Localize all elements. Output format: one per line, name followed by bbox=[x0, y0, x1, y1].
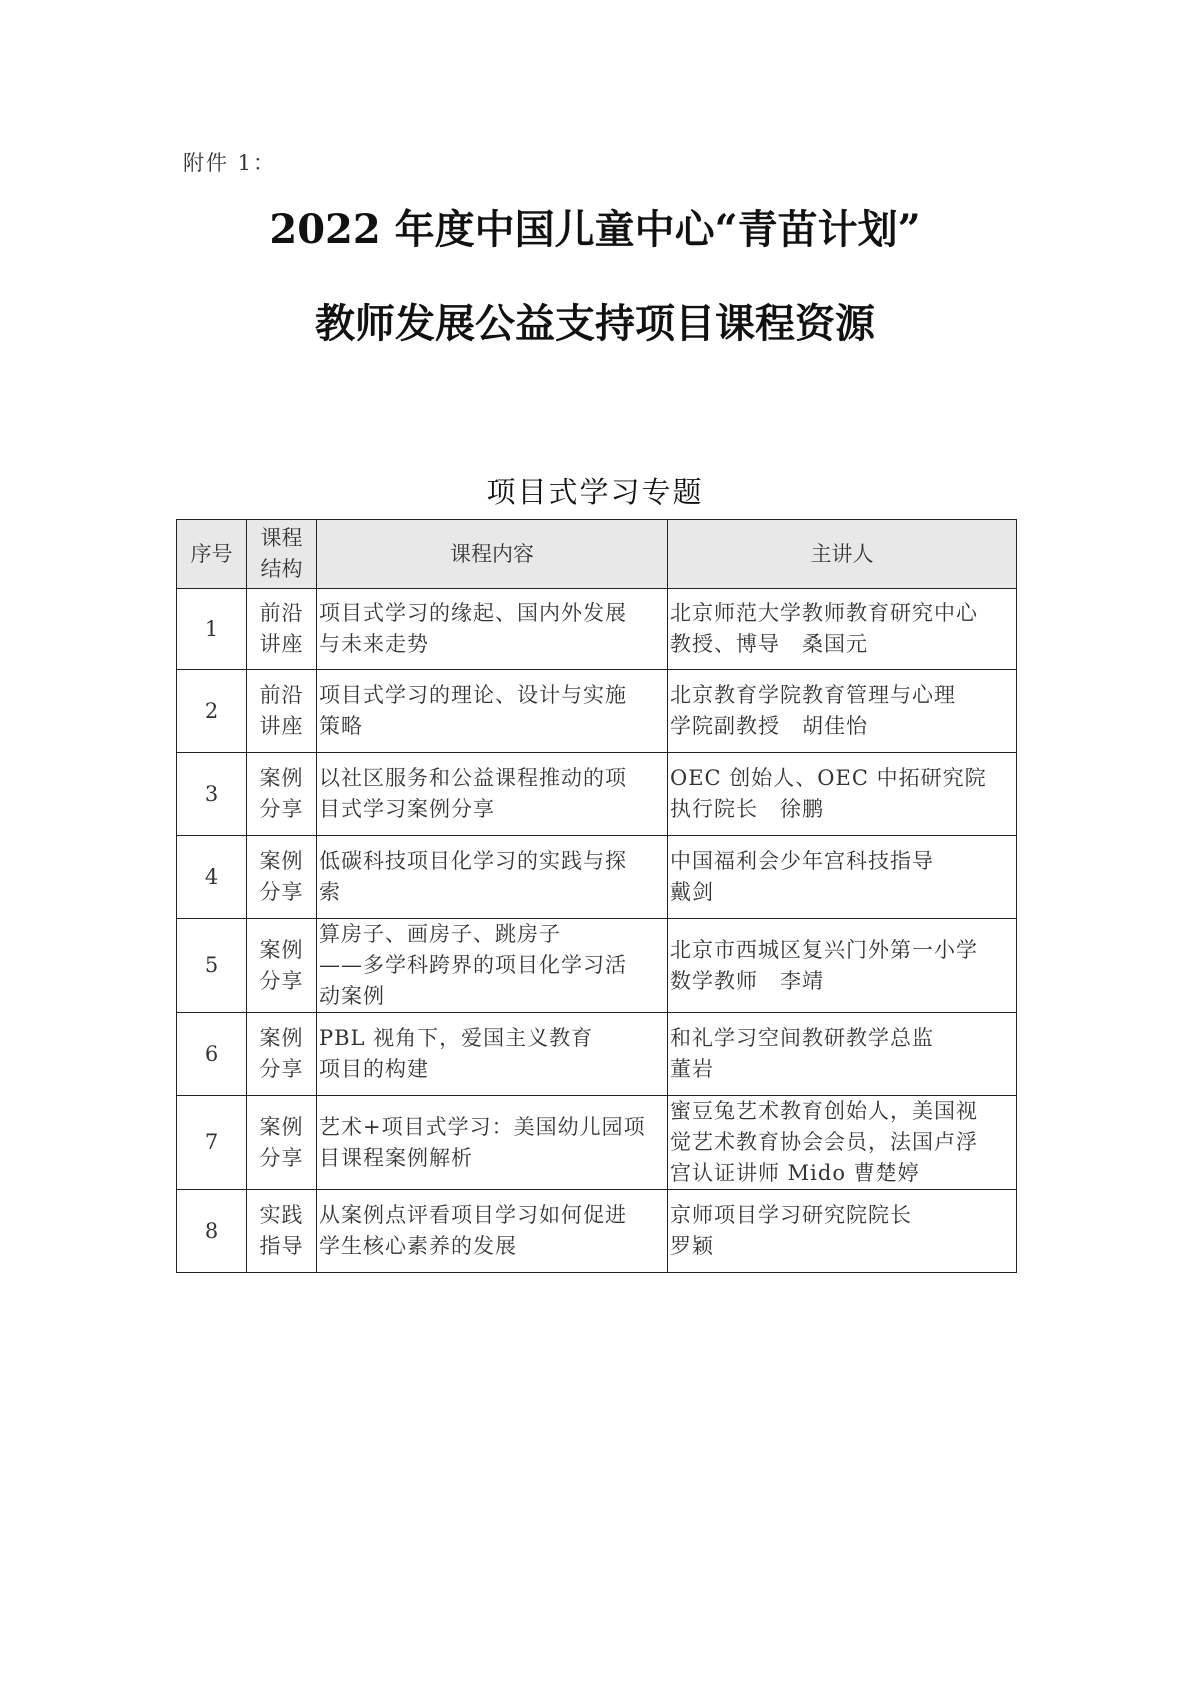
table-row bbox=[177, 1190, 1017, 1273]
header-content: 课程内容 bbox=[317, 520, 668, 589]
structure-line: 讲座 bbox=[259, 632, 304, 656]
document-title-line-2: 教师发展公益支持项目课程资源 bbox=[315, 300, 875, 347]
row-speaker bbox=[668, 1013, 1017, 1096]
attachment-label: 附件 1： bbox=[183, 151, 277, 175]
row-struct bbox=[247, 836, 317, 919]
content-line: 从案例点评看项目学习如何促进 bbox=[319, 1203, 627, 1227]
row-struct bbox=[247, 919, 317, 1013]
structure-line: 案例 bbox=[259, 766, 304, 790]
row-content bbox=[317, 1013, 668, 1096]
row-content bbox=[317, 1190, 668, 1273]
table-row bbox=[177, 589, 1017, 670]
document-title-line-1: 2022 年度中国儿童中心“青苗计划” bbox=[269, 206, 921, 253]
table-row bbox=[177, 1013, 1017, 1096]
course-table bbox=[176, 519, 1017, 1273]
row-speaker bbox=[668, 1096, 1017, 1190]
row-speaker bbox=[668, 836, 1017, 919]
content-line: 动案例 bbox=[319, 984, 385, 1008]
row-content bbox=[317, 836, 668, 919]
table-row bbox=[177, 670, 1017, 753]
speaker-line: 罗颖 bbox=[670, 1234, 714, 1258]
structure-line: 分享 bbox=[259, 1057, 304, 1081]
row-struct bbox=[247, 1096, 317, 1190]
row-number: 6 bbox=[177, 1013, 247, 1096]
header-num: 序号 bbox=[177, 520, 247, 589]
structure-line: 指导 bbox=[259, 1234, 304, 1258]
speaker-line: 中国福利会少年宫科技指导 bbox=[670, 849, 934, 873]
speaker-line: 执行院长 徐鹏 bbox=[670, 797, 824, 821]
row-number: 1 bbox=[177, 589, 247, 670]
header-speaker: 主讲人 bbox=[668, 520, 1017, 589]
structure-line: 分享 bbox=[259, 880, 304, 904]
speaker-line: 戴剑 bbox=[670, 880, 714, 904]
row-struct bbox=[247, 670, 317, 753]
structure-line: 分享 bbox=[259, 797, 304, 821]
table-body bbox=[177, 589, 1017, 1273]
row-number: 3 bbox=[177, 753, 247, 836]
row-content bbox=[317, 589, 668, 670]
row-content bbox=[317, 670, 668, 753]
content-line: ——多学科跨界的项目化学习活 bbox=[319, 953, 627, 977]
table-header-row bbox=[177, 520, 1017, 589]
content-line: 目课程案例解析 bbox=[319, 1145, 473, 1170]
row-struct bbox=[247, 1190, 317, 1273]
structure-line: 案例 bbox=[259, 937, 304, 962]
speaker-line: OEC 创始人、OEC 中拓研究院 bbox=[670, 766, 987, 790]
table-row bbox=[177, 753, 1017, 836]
content-line: 学生核心素养的发展 bbox=[319, 1234, 517, 1258]
content-line: 目式学习案例分享 bbox=[319, 797, 495, 821]
row-number: 4 bbox=[177, 836, 247, 919]
row-number: 7 bbox=[177, 1096, 247, 1190]
structure-line: 讲座 bbox=[259, 714, 304, 738]
content-line: 艺术+项目式学习：美国幼儿园项 bbox=[319, 1114, 646, 1139]
speaker-line: 北京市西城区复兴门外第一小学 bbox=[670, 937, 978, 962]
row-speaker bbox=[668, 753, 1017, 836]
speaker-line: 数学教师 李靖 bbox=[670, 968, 824, 993]
speaker-line: 北京教育学院教育管理与心理 bbox=[670, 683, 956, 707]
speaker-line: 蜜豆兔艺术教育创始人，美国视 bbox=[670, 1099, 978, 1123]
table-row bbox=[177, 919, 1017, 1013]
structure-line: 案例 bbox=[259, 849, 304, 873]
structure-line: 分享 bbox=[259, 1145, 304, 1170]
row-content bbox=[317, 919, 668, 1013]
row-struct bbox=[247, 1013, 317, 1096]
row-content bbox=[317, 1096, 668, 1190]
content-line: 算房子、画房子、跳房子 bbox=[319, 922, 561, 946]
header-structure-line: 课程 bbox=[260, 526, 303, 550]
speaker-line: 教授、博导 桑国元 bbox=[670, 632, 868, 656]
content-line: PBL 视角下，爱国主义教育 bbox=[319, 1026, 594, 1050]
row-number: 8 bbox=[177, 1190, 247, 1273]
table-row bbox=[177, 836, 1017, 919]
speaker-line: 和礼学习空间教研教学总监 bbox=[670, 1026, 934, 1050]
content-line: 与未来走势 bbox=[319, 632, 429, 656]
content-line: 项目式学习的理论、设计与实施 bbox=[319, 683, 627, 707]
row-speaker bbox=[668, 919, 1017, 1013]
row-content bbox=[317, 753, 668, 836]
table-row bbox=[177, 1096, 1017, 1190]
content-line: 以社区服务和公益课程推动的项 bbox=[319, 766, 627, 790]
content-line: 项目的构建 bbox=[319, 1057, 429, 1081]
speaker-line: 学院副教授 胡佳怡 bbox=[670, 714, 868, 738]
speaker-line: 京师项目学习研究院院长 bbox=[670, 1203, 912, 1227]
row-speaker bbox=[668, 670, 1017, 753]
structure-line: 分享 bbox=[259, 968, 304, 993]
row-number: 2 bbox=[177, 670, 247, 753]
speaker-line: 董岩 bbox=[670, 1057, 714, 1081]
speaker-line: 宫认证讲师 Mido 曹楚婷 bbox=[670, 1161, 920, 1185]
row-speaker bbox=[668, 589, 1017, 670]
structure-line: 实践 bbox=[259, 1203, 304, 1227]
row-struct bbox=[247, 589, 317, 670]
structure-line: 前沿 bbox=[259, 601, 304, 625]
row-speaker bbox=[668, 1190, 1017, 1273]
content-line: 策略 bbox=[319, 714, 363, 738]
content-line: 低碳科技项目化学习的实践与探 bbox=[319, 849, 627, 873]
header-structure bbox=[247, 520, 317, 589]
row-struct bbox=[247, 753, 317, 836]
speaker-line: 北京师范大学教师教育研究中心 bbox=[670, 601, 978, 625]
section-title: 项目式学习专题 bbox=[486, 475, 704, 509]
structure-line: 前沿 bbox=[259, 683, 304, 707]
structure-line: 案例 bbox=[259, 1026, 304, 1050]
header-structure-line: 结构 bbox=[260, 557, 303, 581]
content-line: 项目式学习的缘起、国内外发展 bbox=[319, 601, 627, 625]
row-number: 5 bbox=[177, 919, 247, 1013]
structure-line: 案例 bbox=[259, 1114, 304, 1139]
speaker-line: 觉艺术教育协会会员，法国卢浮 bbox=[670, 1130, 978, 1154]
content-line: 索 bbox=[319, 880, 341, 904]
